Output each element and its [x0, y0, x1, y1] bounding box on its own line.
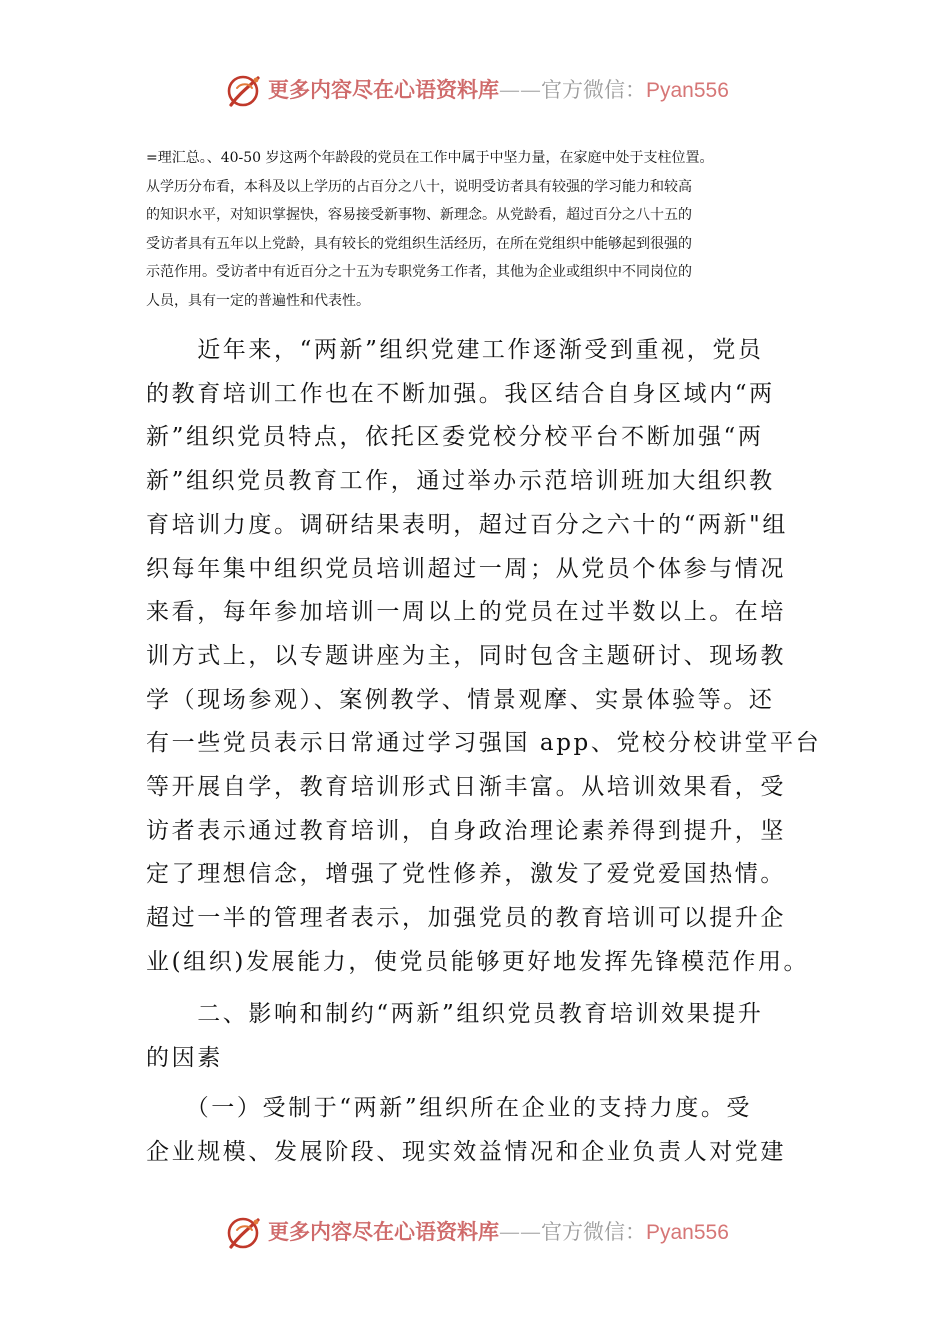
watermark-logo-icon [225, 72, 263, 110]
intro-line: 人员，具有一定的普遍性和代表性。 [146, 292, 370, 309]
heading-line: 二、影响和制约“两新”组织党员教育培训效果提升 [146, 1001, 764, 1027]
paragraph-line: 有一些党员表示日常通过学习强国 app、党校分校讲堂平台 [146, 730, 822, 757]
watermark-label: 官方微信： [541, 1220, 646, 1244]
heading-line: 的因素 [146, 1044, 223, 1071]
section-heading [146, 993, 826, 1080]
paragraph-line: 新”组织党员特点，依托区委党校分校平台不断加强“两 [146, 424, 764, 451]
paragraph-line: 等开展自学，教育培训形式日渐丰富。从培训效果看，受 [146, 774, 786, 801]
paragraph-line: 来看，每年参加培训一周以上的党员在过半数以上。在培 [146, 599, 786, 626]
paragraph-line: 织每年集中组织党员培训超过一周；从党员个体参与情况 [146, 555, 786, 582]
intro-line: 从学历分布看，本科及以上学历的占百分之八十，说明受访者具有较强的学习能力和较高 [146, 178, 692, 195]
paragraph-line: （一）受制于“两新”组织所在企业的支持力度。受 [146, 1095, 753, 1121]
paragraph-line: 超过一半的管理者表示，加强党员的教育培训可以提升企 [146, 905, 786, 932]
paragraph-line: 学（现场参观）、案例教学、情景观摩、实景体验等。还 [146, 686, 775, 713]
paragraph-line: 业(组织)发展能力，使党员能够更好地发挥先锋模范作用。 [146, 948, 810, 975]
watermark-footer [0, 1214, 950, 1254]
watermark-site-text: 更多内容尽在心语资料库 [268, 77, 499, 102]
paragraph-line: 的教育培训工作也在不断加强。我区结合自身区域内“两 [146, 380, 775, 407]
paragraph-line: 定了理想信念，增强了党性修养，激发了爱党爱国热情。 [146, 861, 786, 888]
paragraph-line: 新”组织党员教育工作，通过举办示范培训班加大组织教 [146, 468, 775, 495]
watermark-text [268, 1218, 729, 1247]
intro-paragraph [146, 144, 826, 316]
paragraph-line: 育培训力度。调研结果表明，超过百分之六十的“两新"组 [146, 511, 788, 538]
subsection-paragraph [146, 1087, 826, 1174]
watermark-text [268, 76, 729, 105]
paragraph-line: 近年来，“两新”组织党建工作逐渐受到重视，党员 [146, 337, 764, 363]
body-paragraph [146, 329, 826, 985]
paragraph-line: 企业规模、发展阶段、现实效益情况和企业负责人对党建 [146, 1138, 786, 1165]
paragraph-line: 访者表示通过教育培训，自身政治理论素养得到提升，坚 [146, 817, 786, 844]
paragraph-line: 训方式上，以专题讲座为主，同时包含主题研讨、现场教 [146, 642, 786, 669]
intro-line: 受访者具有五年以上党龄，具有较长的党组织生活经历，在所在党组织中能够起到很强的 [146, 235, 692, 252]
intro-line: 示范作用。受访者中有近百分之十五为专职党务工作者，其他为企业或组织中不同岗位的 [146, 264, 692, 281]
watermark-wechat-id: Pyan556 [646, 1221, 729, 1244]
intro-line: =理汇总。、40-50 岁这两个年龄段的党员在工作中属于中坚力量，在家庭中处于支柱位置。 [146, 150, 714, 166]
watermark-dash: —— [499, 78, 541, 102]
intro-line: 的知识水平，对知识掌握快，容易接受新事物、新理念。从党龄看，超过百分之八十五的 [146, 207, 692, 224]
watermark-wechat-id: Pyan556 [646, 79, 729, 102]
watermark-logo-icon [225, 1214, 263, 1252]
watermark-label: 官方微信： [541, 78, 646, 102]
watermark-dash: —— [499, 1220, 541, 1244]
watermark-header [0, 72, 950, 112]
watermark-site-text: 更多内容尽在心语资料库 [268, 1219, 499, 1244]
